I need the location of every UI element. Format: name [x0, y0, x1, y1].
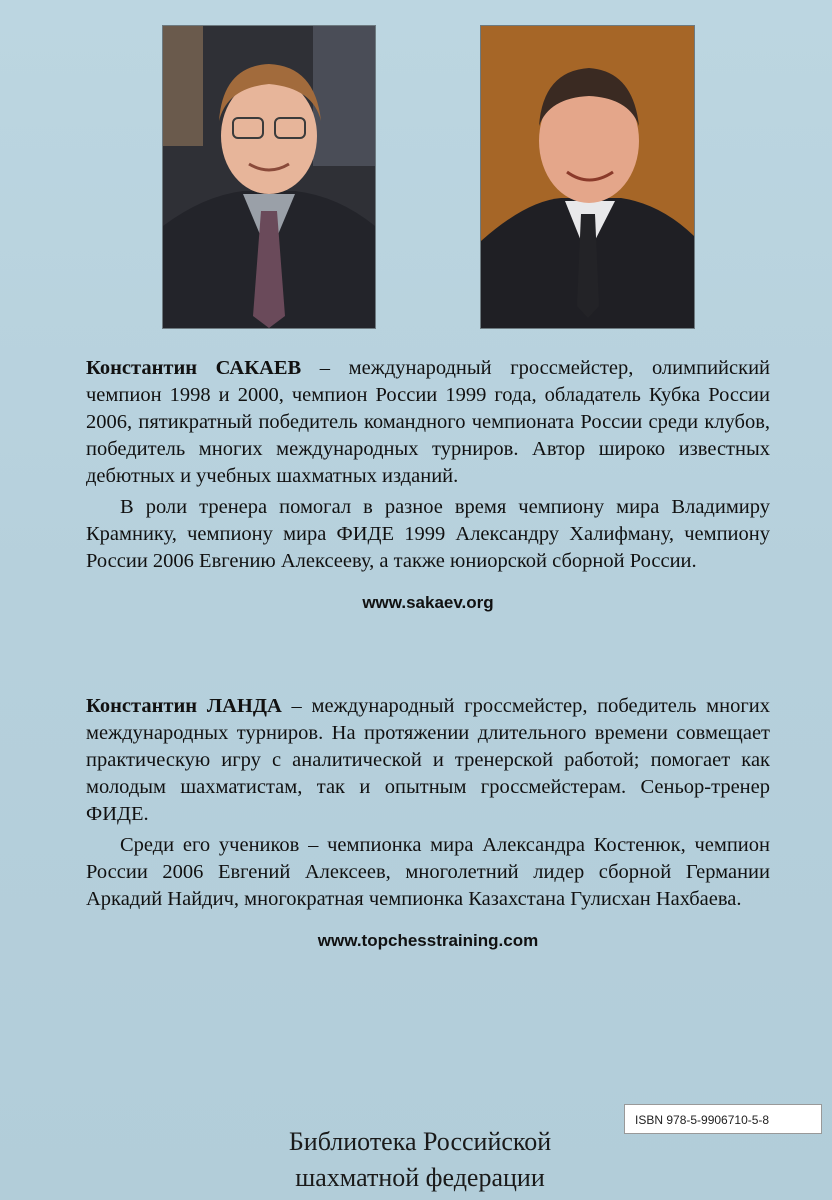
author1-website-link[interactable]: www.sakaev.org: [362, 593, 494, 612]
author2-bio: – международный гроссмейстер, победитель многих международных турниров. На протяжении длительного времени совмещает практическую игру с аналитической и тренерской работой; помогает как молодым шахматистам, так и опытным гроссмейстерам. Сеньор-тренер ФИДЕ.: [86, 695, 770, 825]
author2-website-link[interactable]: www.topchesstraining.com: [317, 931, 539, 950]
author1-bio-paragraph: [86, 355, 770, 490]
series-title: [230, 1124, 610, 1196]
author1-name: Константин САКАЕВ: [86, 357, 302, 379]
isbn-label: ISBN 978-5-9906710-5-8: [624, 1104, 822, 1134]
author1-photo: [163, 26, 375, 328]
series-title-line2: шахматной федерации: [295, 1163, 545, 1192]
author1-coaching: В роли тренера помогал в разное время чемпиону мира Владимиру Крамнику, чемпиону мира ФИДЕ 1999 Александру Халифману, чемпиону России 2006 Евгению Алексееву, а также юниорской сборной России.: [86, 496, 770, 572]
author2-name: Константин ЛАНДА: [86, 695, 282, 717]
series-title-line1: Библиотека Российской: [288, 1127, 552, 1156]
author1-portrait-image: [163, 26, 375, 328]
author2-section: [86, 693, 770, 954]
author2-students: Среди его учеников – чемпионка мира Александра Костенюк, чемпион России 2006 Евгений Алексеев, многолетний лидер сборной Германии Аркадий Найдич, многократная чемпионка Казахстана Гулисхан Нахбаева.: [86, 834, 770, 910]
author1-bio: – международный гроссмейстер, олимпийский чемпион 1998 и 2000, чемпион России 1999 года, обладатель Кубка России 2006, пятикратный победитель командного чемпионата России среди клубов, победитель многих международных турниров. Автор широко известных дебютных и учебных шахматных изданий.: [86, 357, 771, 487]
author2-bio-paragraph: [86, 693, 770, 828]
author1-section: [86, 355, 770, 616]
author2-photo: [481, 26, 694, 328]
author2-portrait-image: [481, 26, 694, 328]
